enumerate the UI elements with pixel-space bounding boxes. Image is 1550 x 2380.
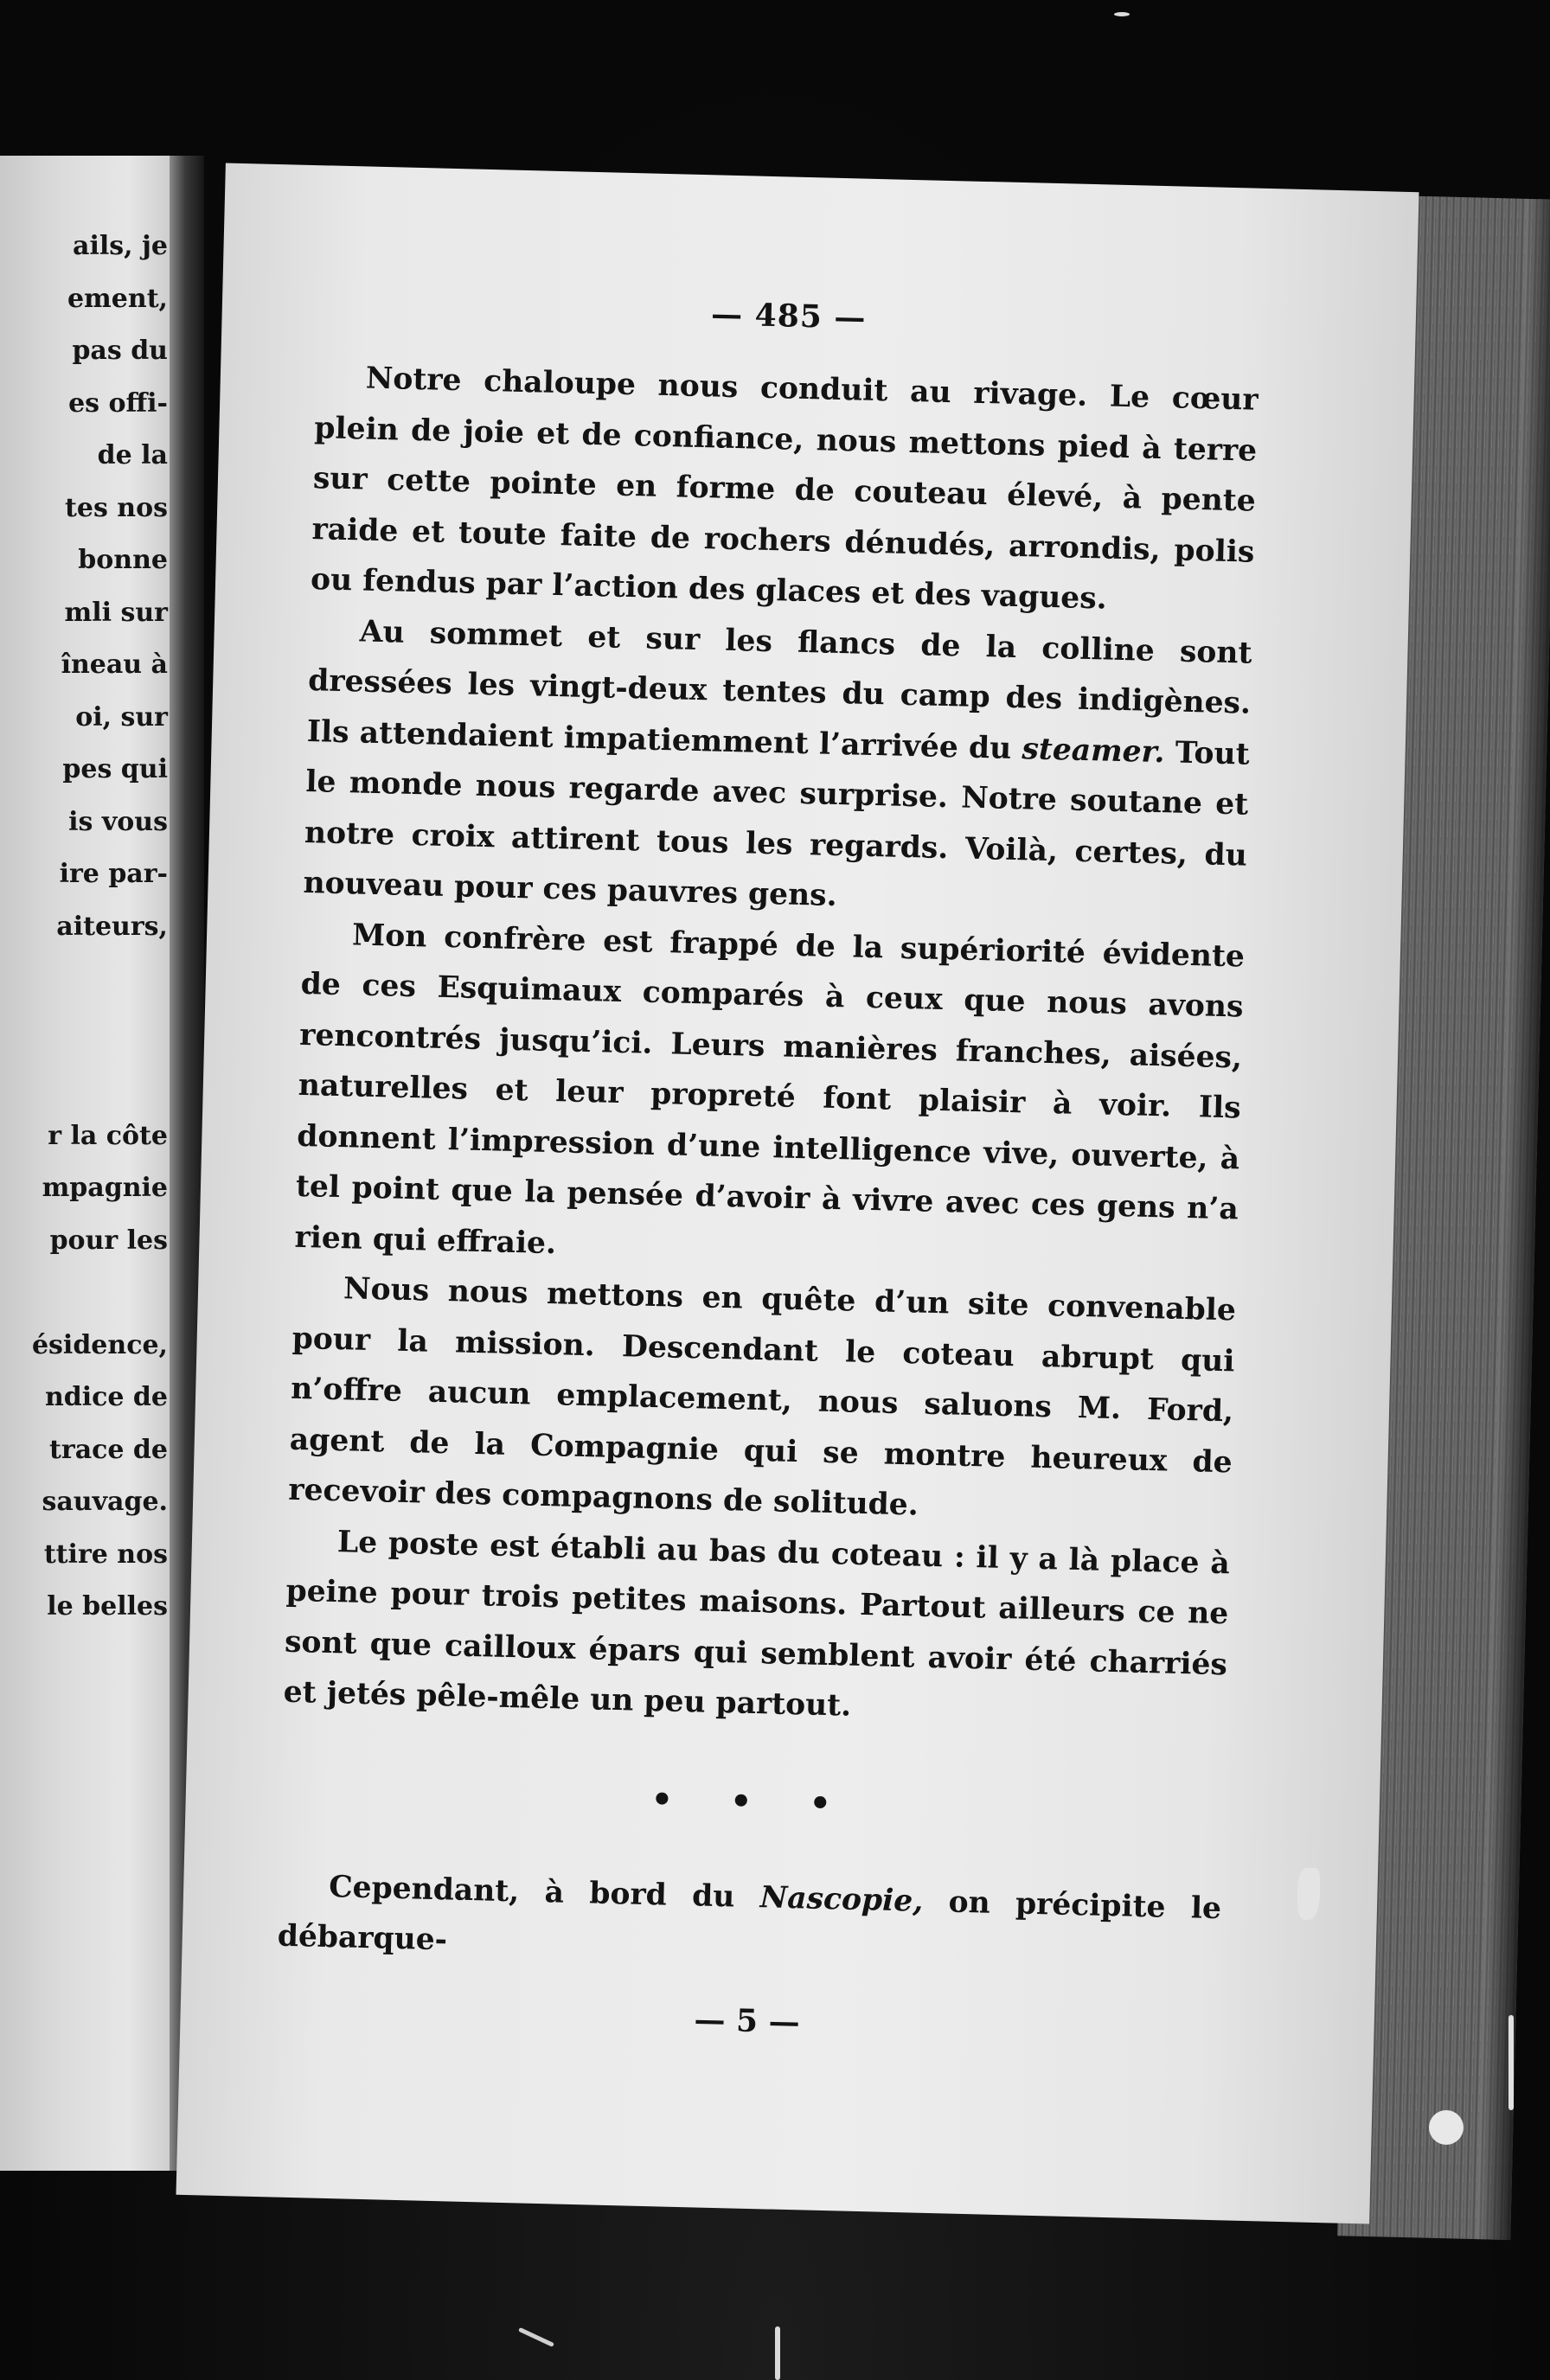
left-page-line: oi, sur	[75, 701, 168, 733]
left-page-line: de la	[97, 440, 168, 470]
left-page-line: pour les	[49, 1225, 168, 1256]
page-number-header: — 485 —	[710, 296, 867, 336]
left-page-line: es offi-	[68, 387, 168, 419]
left-page-line: ésidence,	[31, 1329, 168, 1360]
left-page-line: ndice de	[44, 1382, 168, 1412]
paragraph-mission-site: Nous nous mettons en quête d’un site convenable pour la mission. Descendant le coteau abrupt qui n’offre aucun emplacement, nous saluons M. Ford, agent de la Compagnie qui se montre heureux de recevoir des compagnons de solitude.	[287, 1271, 1237, 1523]
scan-speck	[1429, 2110, 1464, 2145]
scan-speck	[1114, 12, 1130, 16]
left-page-line: ttire nos	[43, 1539, 168, 1570]
left-page-line: mli sur	[64, 597, 168, 628]
paragraph-camp	[303, 605, 1252, 932]
nascopie-after: on précipite le débarque-	[277, 1884, 1222, 1958]
left-page-line: pes qui	[62, 754, 168, 784]
scan-speck	[518, 2327, 554, 2347]
left-page-line: ement,	[67, 283, 168, 314]
left-page-line: aiteurs,	[56, 911, 168, 942]
left-page-fragment	[0, 156, 183, 2171]
left-page-line: le belles	[47, 1591, 168, 1622]
left-page-line: îneau à	[61, 649, 168, 680]
italic-steamer: steamer.	[1022, 731, 1166, 770]
italic-nascopie: Nascopie,	[759, 1879, 924, 1919]
left-page-line: tes nos	[65, 492, 168, 523]
paragraph-eskimos: Mon confrère est frappé de la supériorité évidente de ces Esquimaux comparés à ceux que nous avons rencontrés jusqu’ici. Leurs manières franches, aisées, naturelles et leur propreté font plaisir à voir. Ils donnent l’impression d’une intelligence vive, ouverte, à tel point que la pensée d’avoir à vivre avec ces gens n’a rien qui effraie.	[294, 917, 1246, 1261]
paragraph-camp-continued: Tout le monde nous regarde avec surprise. Notre soutane et notre croix attirent tous les regards. Voilà, certes, du nouveau pour ces pauvres gens.	[303, 735, 1251, 914]
paragraph-nascopie	[277, 1860, 1222, 1985]
left-page-line: r la côte	[48, 1120, 168, 1151]
left-page-line: pas du	[72, 336, 168, 366]
left-page-line: is vous	[68, 806, 168, 837]
nascopie-before: Cependant, à bord du	[328, 1869, 735, 1914]
paragraph-post: Le poste est établi au bas du coteau : il y a là place à peine pour trois petites maisons. Partout ailleurs ce ne sont que cailloux épars qui semblent avoir été charriés et jetés pêle-mêle un peu partout.	[283, 1524, 1231, 1724]
scan-speck	[1508, 2015, 1514, 2110]
left-page-line: trace de	[49, 1434, 168, 1465]
page-content	[275, 286, 1260, 2051]
left-page-line: ire par-	[59, 859, 168, 889]
scan-speck	[1297, 1868, 1320, 1920]
left-page-line: sauvage.	[42, 1487, 168, 1517]
paragraph-arrival: Notre chaloupe nous conduit au rivage. Le cœur plein de joie et de confiance, nous mettons pied à terre sur cette pointe en forme de couteau élevé, à pente raide et toute faite de rochers dénudés, arrondis, polis ou fendus par l’action des glaces et des vagues.	[310, 361, 1259, 617]
scan-speck	[775, 2326, 780, 2380]
left-page-line: ails, je	[73, 231, 168, 261]
paragraph-camp-text: Au sommet et sur les flancs de la colline sont dressées les vingt-deux tentes du camp des indigènes. Ils attendaient impatiemment l’arrivée du	[306, 613, 1252, 766]
left-page-line: bonne	[78, 545, 168, 575]
section-break: • • •	[650, 1778, 855, 1825]
main-page	[176, 163, 1419, 2223]
left-page-line: mpagnie	[42, 1173, 168, 1203]
signature-mark: — 5 —	[694, 2000, 801, 2040]
